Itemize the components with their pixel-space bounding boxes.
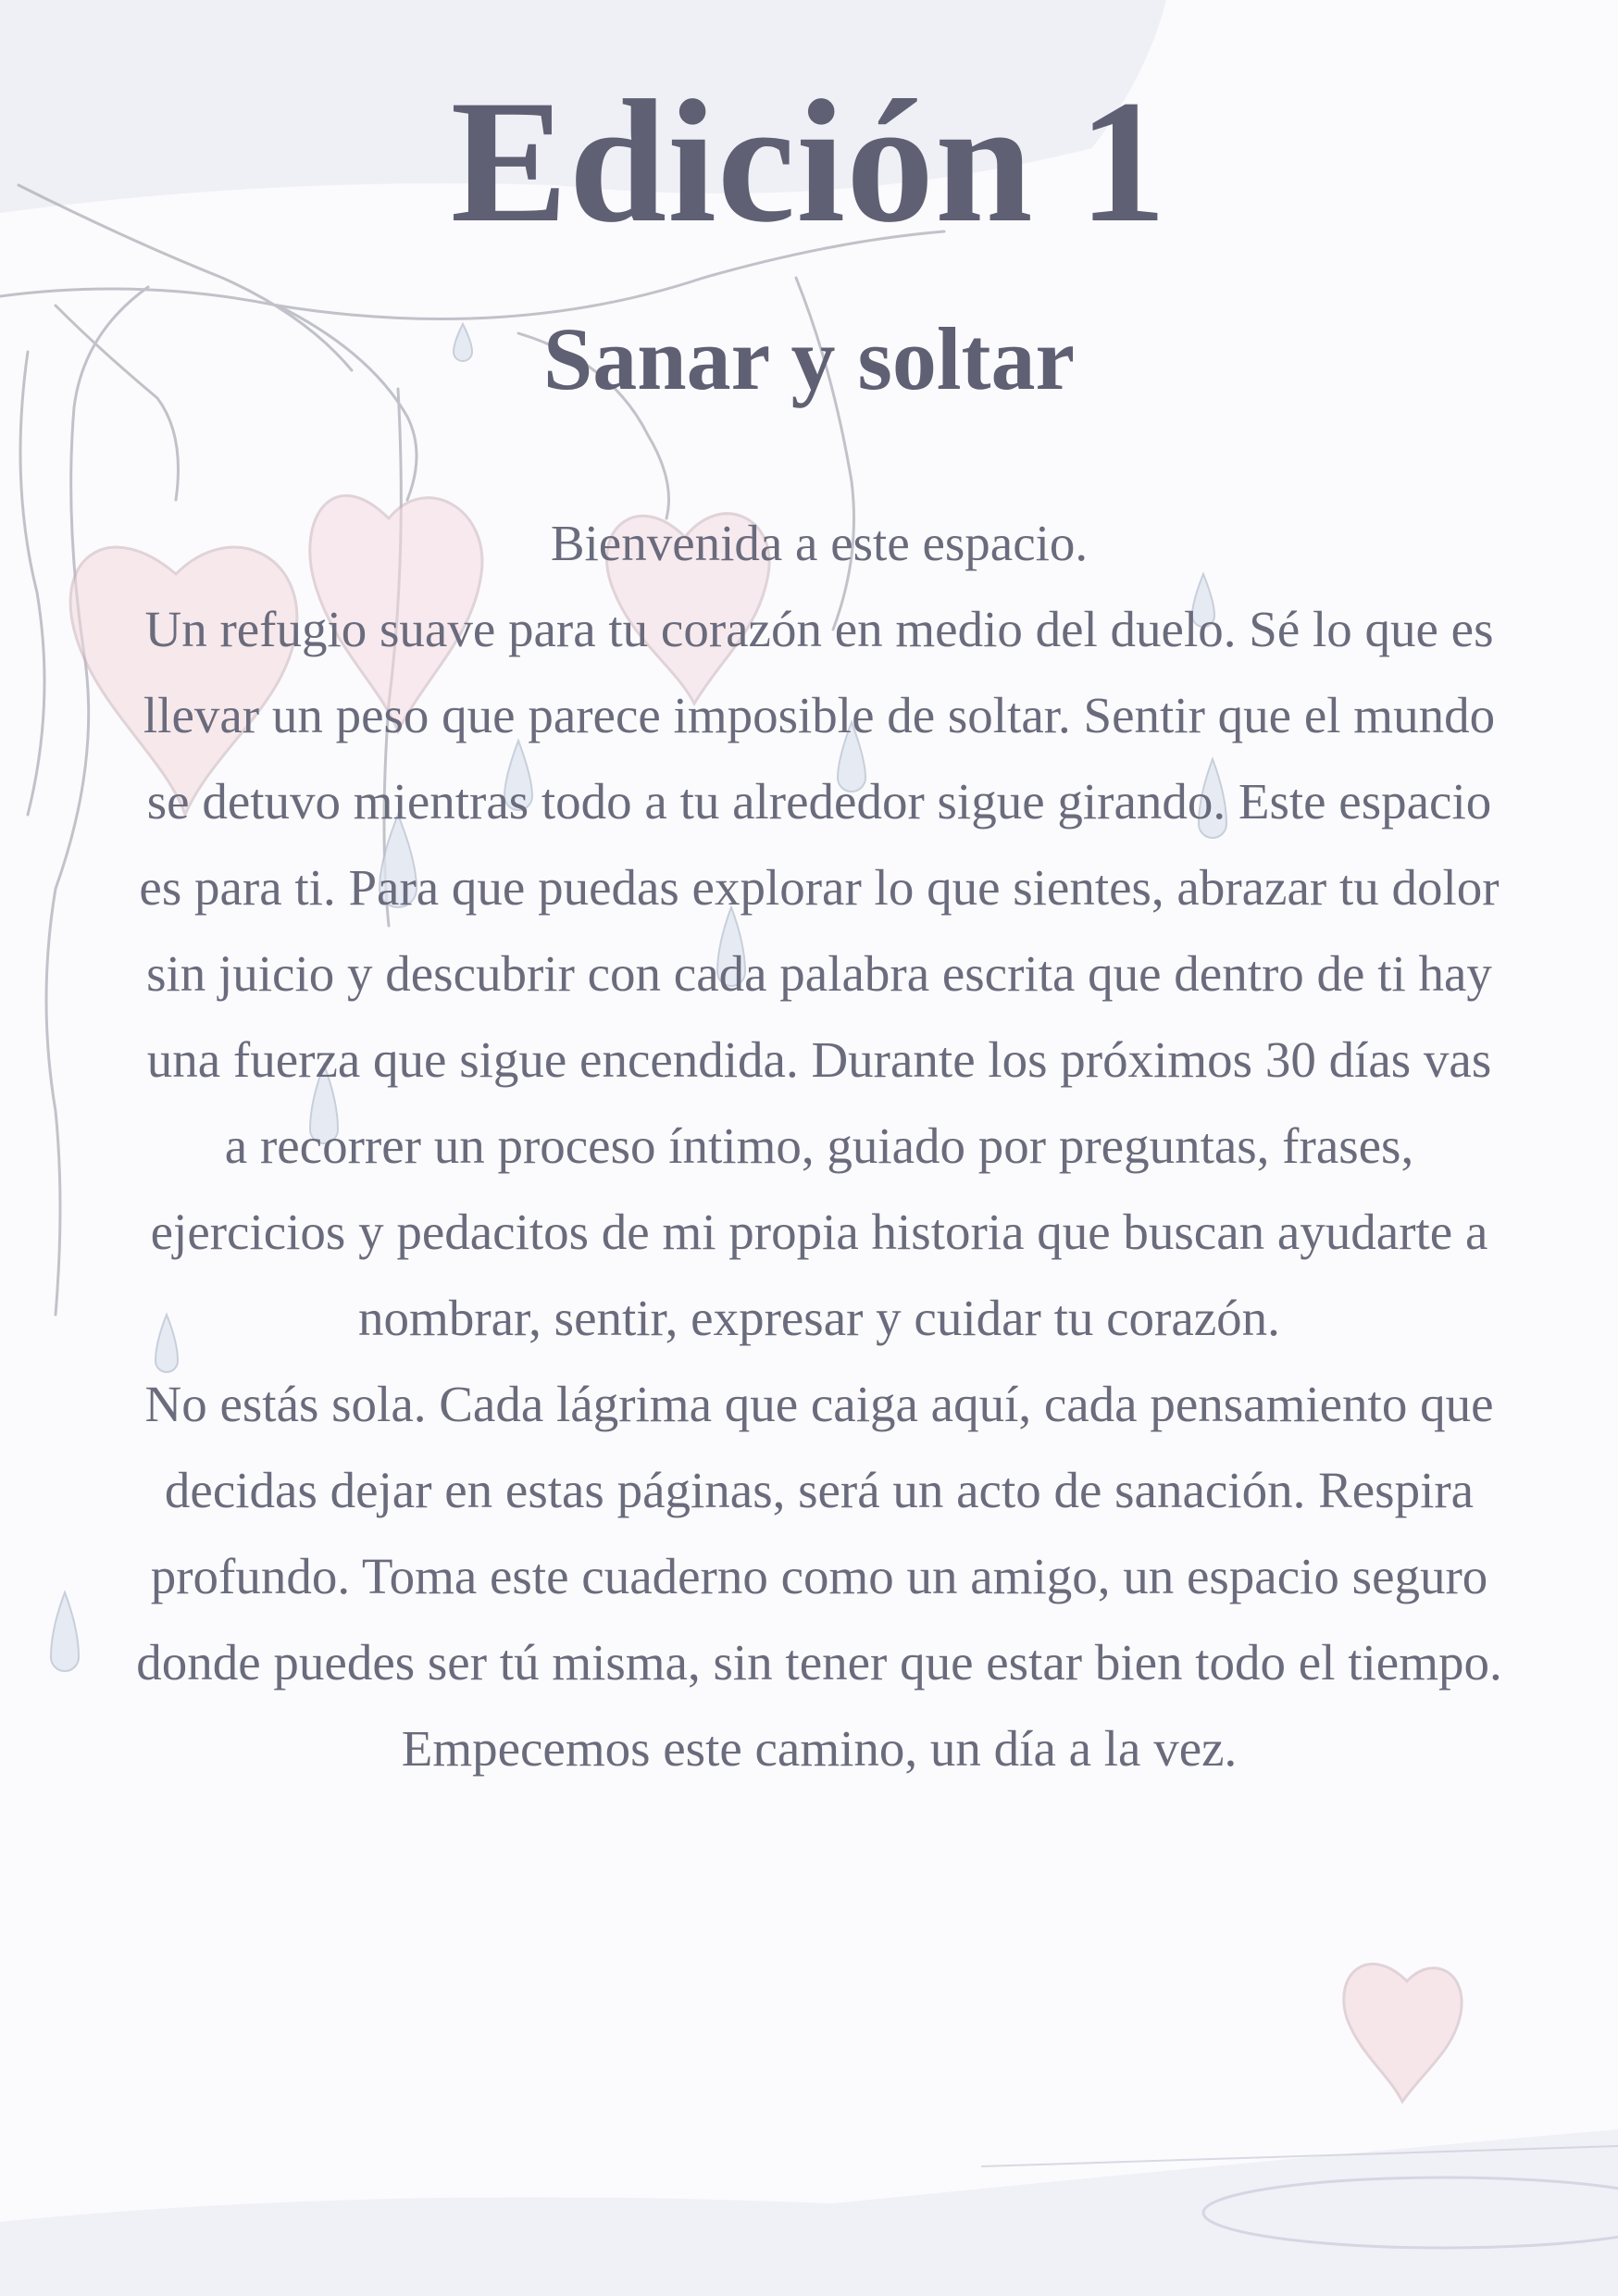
page-subtitle: Sanar y soltar bbox=[542, 309, 1076, 408]
body-text bbox=[130, 500, 1509, 1791]
heart-shape bbox=[1344, 1964, 1462, 2102]
closing-paragraph: No estás sola. Cada lágrima que caiga aquí, cada pensamiento que decidas dejar en estas páginas, será un acto de sanación. Respira profundo. Toma este cuaderno como un amigo, un espacio seguro donde puedes ser tú misma, sin tener que estar bien todo el tiempo. Empecemos este camino, un día a la vez. bbox=[136, 1376, 1502, 1777]
drop-shape bbox=[51, 1592, 79, 1671]
page-title: Edición 1 bbox=[450, 65, 1168, 259]
greeting-paragraph: Bienvenida a este espacio. bbox=[550, 515, 1089, 571]
welcome-paragraph: Un refugio suave para tu corazón en medio del duelo. Sé lo que es llevar un peso que parece imposible de soltar. Sentir que el mundo se detuvo mientras todo a tu alrededor sigue girando. Este espacio es para ti. Para que puedas explorar lo que sientes, abrazar tu dolor sin juicio y descubrir con cada palabra escrita que dentro de ti hay una fuerza que sigue encendida. Durante los próximos 30 días vas a recorrer un proceso íntimo, guiado por preguntas, frases, ejercicios y pedacitos de mi propia historia que buscan ayudarte a nombrar, sentir, expresar y cuidar tu corazón. bbox=[139, 601, 1500, 1346]
